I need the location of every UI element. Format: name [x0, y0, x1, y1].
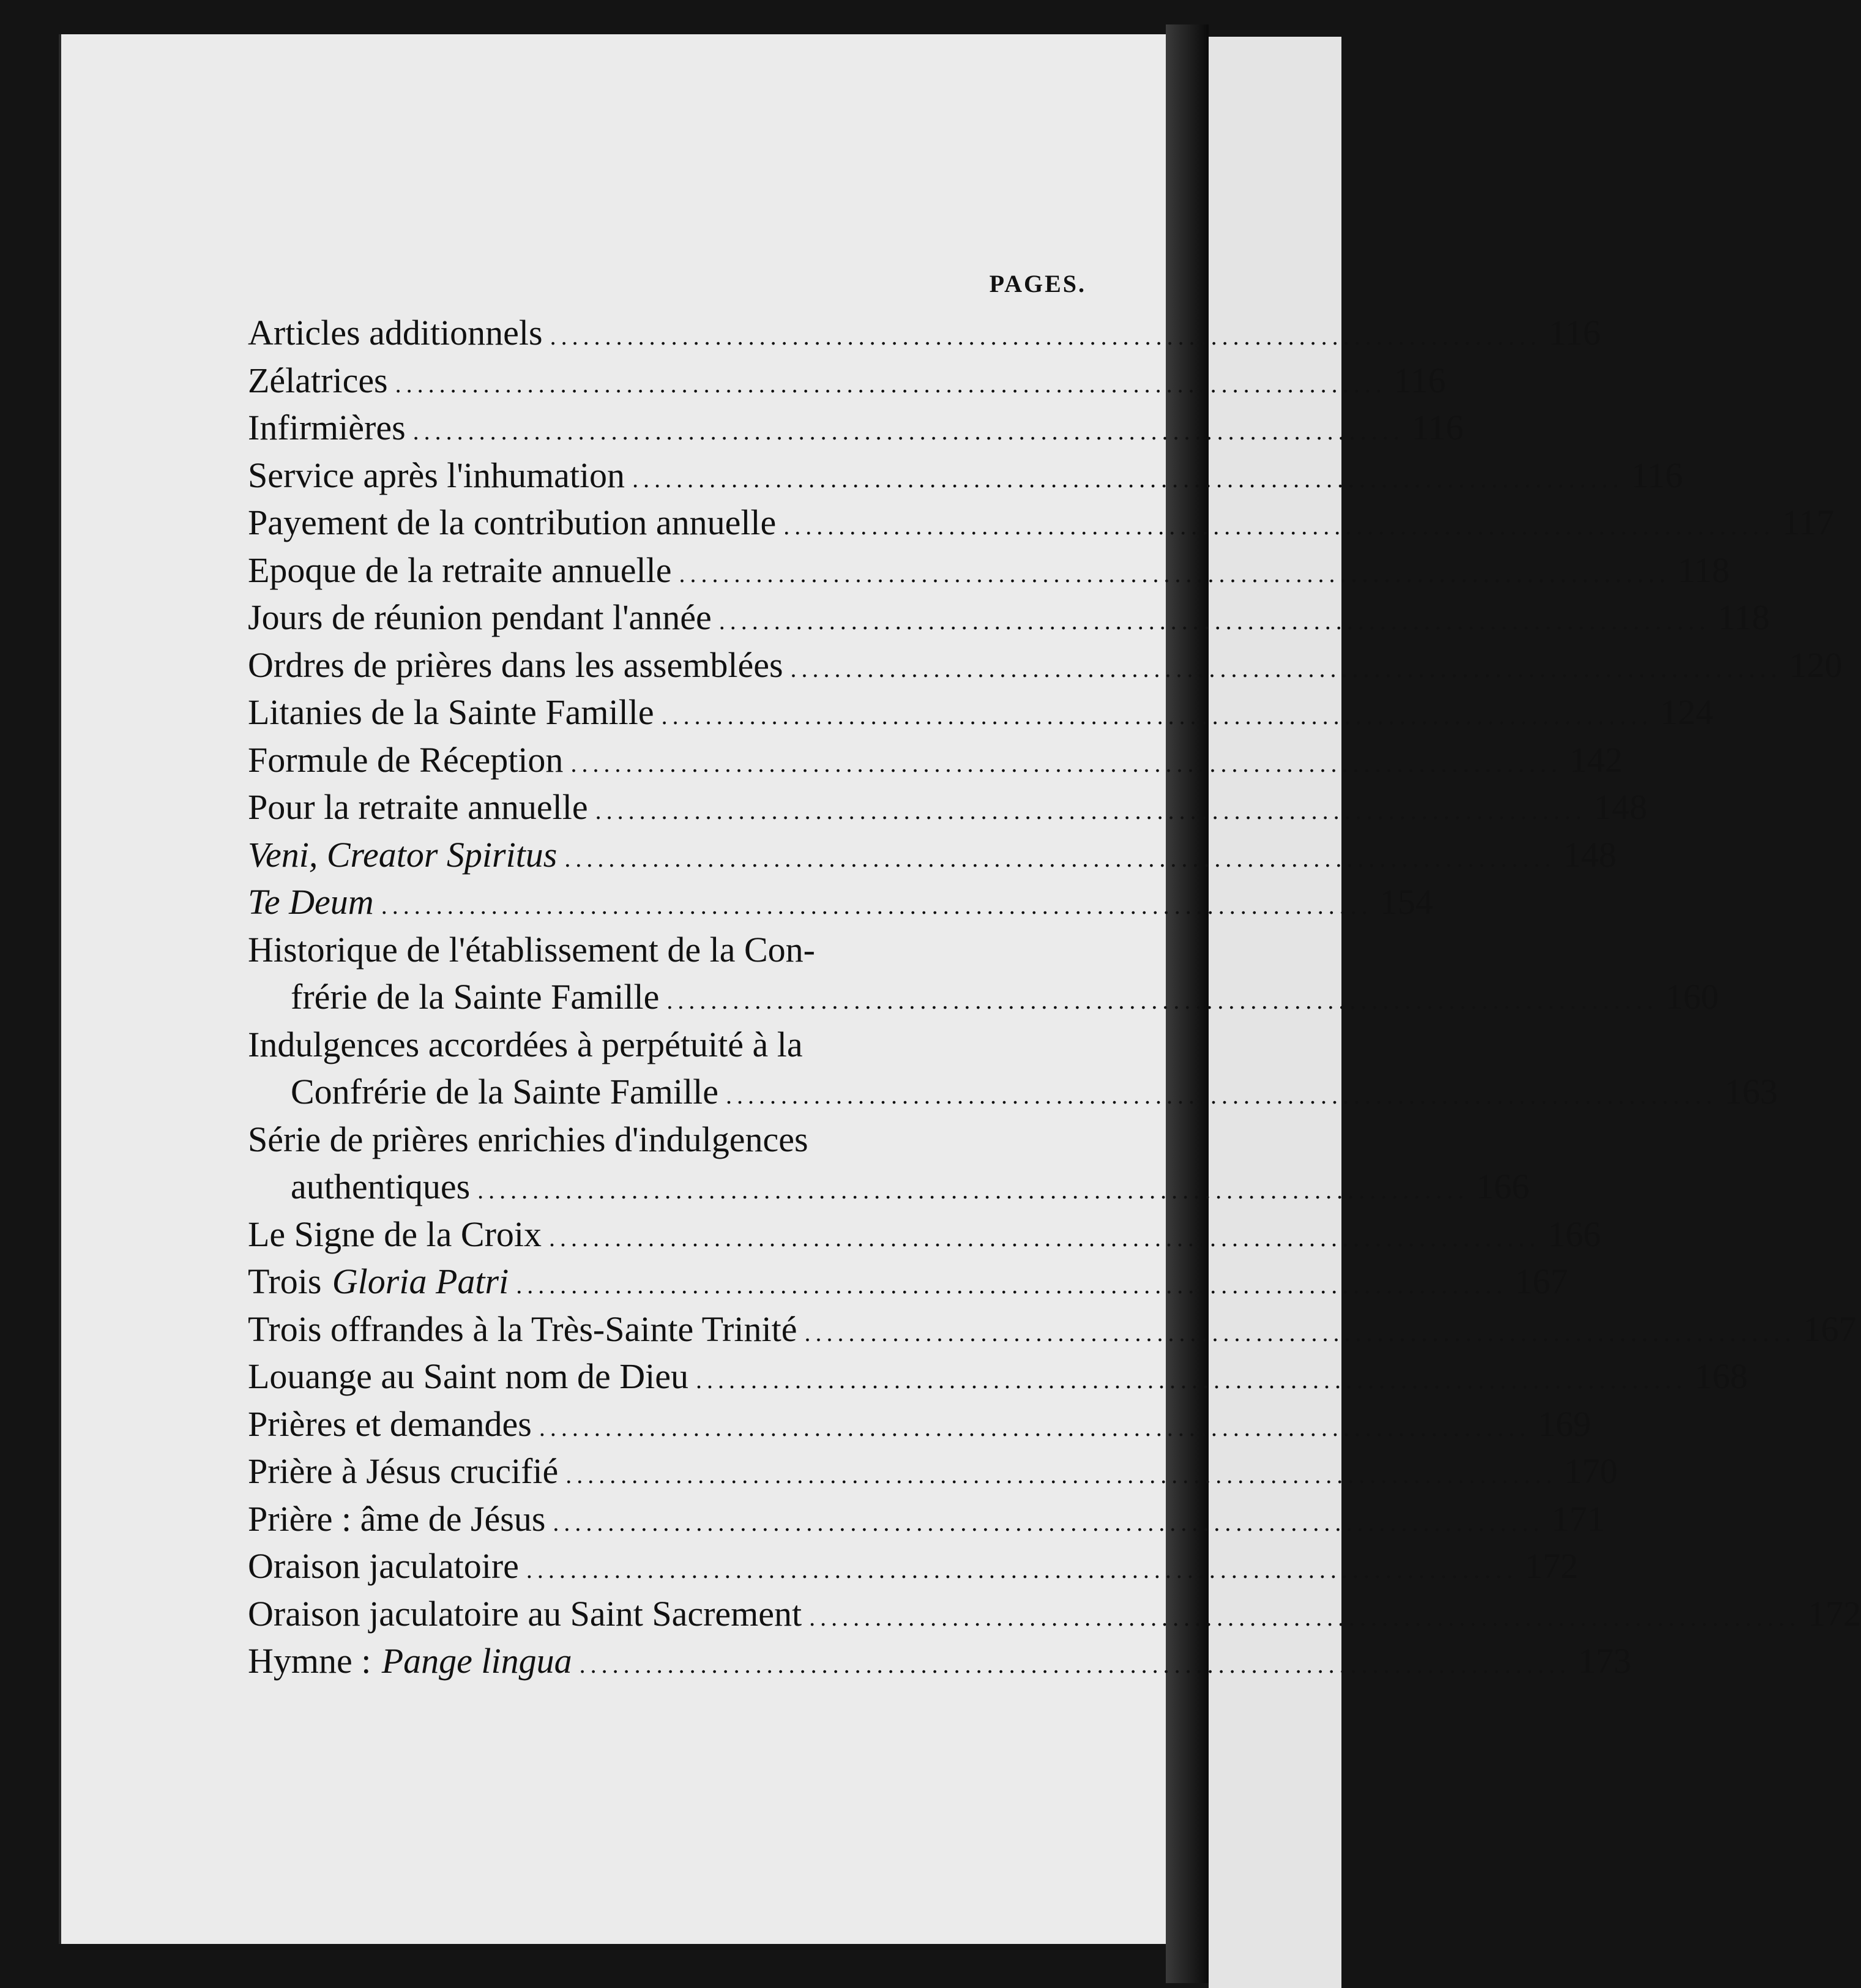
toc-entry-page: 120 [1789, 645, 1843, 685]
toc-entry-title: Prière : âme de Jésus [248, 1498, 546, 1539]
toc-entry [248, 594, 1770, 641]
toc-entry-page: 170 [1564, 1451, 1618, 1491]
toc-entry [248, 1400, 1591, 1448]
toc-entry-title: Ordres de prières dans les assemblées [248, 645, 783, 685]
toc-entry-page: 167 [1515, 1261, 1568, 1301]
leader-dots: .......................................................................................... [595, 797, 1587, 824]
toc-entry-page: 154 [1379, 882, 1433, 922]
leader-dots: .......................................................................................... [570, 749, 1562, 777]
leader-dots: .......................................................................................... [809, 1603, 1801, 1631]
toc-entry [248, 689, 1714, 736]
toc-entry [248, 1542, 1578, 1590]
leader-dots: .......................................................................................... [395, 370, 1387, 398]
toc-entry-title: Historique de l'établissement de la Con- [248, 929, 815, 970]
leader-dots: .......................................................................................... [718, 607, 1710, 635]
toc-entry-title: Série de prières enrichies d'indulgences [248, 1119, 808, 1159]
toc-entry-page: 116 [1548, 313, 1601, 353]
leader-dots: .......................................................................................... [726, 1082, 1718, 1109]
toc-entry-title: Trois offrandes à la Très-Sainte Trinité [248, 1309, 797, 1349]
toc-entry [248, 452, 1683, 499]
toc-entry-page: 163 [1725, 1072, 1778, 1112]
toc-entry-page: 142 [1569, 739, 1623, 780]
leader-dots: .......................................................................................... [550, 323, 1542, 350]
leader-dots: .......................................................................................... [553, 1508, 1545, 1536]
leader-dots: .......................................................................................... [632, 465, 1624, 493]
toc-entry-page: 172 [1808, 1593, 1861, 1634]
toc-entry-title: Epoque de la retraite annuelle [248, 550, 672, 590]
toc-entry [248, 1590, 1861, 1638]
toc-entry-page: 173 [1578, 1641, 1632, 1681]
toc-entry-line1 [248, 1021, 1105, 1069]
leader-dots: .......................................................................................... [526, 1556, 1518, 1583]
toc-entry [248, 878, 1433, 926]
table-of-contents [248, 269, 1861, 1685]
toc-entry-title: Formule de Réception [248, 739, 564, 780]
toc-entry-page: 116 [1393, 360, 1446, 400]
leader-dots: .......................................................................................... [539, 1413, 1531, 1441]
toc-entry-page: 118 [1717, 597, 1770, 637]
leader-dots: .......................................................................................... [477, 1176, 1469, 1204]
toc-entry-title: Jours de réunion pendant l'année [248, 597, 712, 637]
toc-entry [248, 404, 1464, 452]
toc-entry-page: 118 [1677, 550, 1730, 590]
toc-entry [248, 499, 1835, 547]
toc-entry [248, 641, 1843, 689]
toc-entry-title-italic: Pange lingua [381, 1641, 572, 1681]
toc-entry-title: Te Deum [248, 882, 374, 922]
toc-entry-title-prefix: Trois [248, 1261, 322, 1301]
leader-dots: .......................................................................................... [804, 1318, 1796, 1347]
toc-entry-title: Veni, Creator Spiritus [248, 834, 558, 875]
toc-entry-title: Le Signe de la Croix [248, 1214, 542, 1254]
toc-entry-page: 167 [1803, 1309, 1857, 1349]
toc-entry-title: Zélatrices [248, 360, 388, 400]
toc-entry-page: 172 [1524, 1546, 1578, 1586]
toc-entry [248, 831, 1617, 879]
toc-entry [248, 1306, 1857, 1353]
leader-dots: .......................................................................................... [696, 1366, 1687, 1394]
toc-entry [248, 1637, 1632, 1685]
toc-entry-title: Prière à Jésus crucifié [248, 1451, 559, 1491]
toc-entry [248, 547, 1730, 594]
toc-entry-title [248, 1258, 509, 1306]
leader-dots: .......................................................................................... [381, 892, 1373, 919]
toc-entry-page: 124 [1660, 692, 1714, 732]
toc-entry-page: 148 [1563, 834, 1617, 875]
toc-entry-title: Louange au Saint nom de Dieu [248, 1356, 688, 1396]
toc-entry-title: Service après l'inhumation [248, 455, 625, 495]
toc-entry [248, 1068, 1778, 1116]
leader-dots: .......................................................................................... [661, 702, 1653, 730]
toc-entry-page: 168 [1695, 1356, 1748, 1396]
toc-entry-title: Infirmières [248, 408, 406, 447]
toc-entry [248, 1448, 1618, 1495]
toc-entry-line1 [248, 926, 1105, 974]
leader-dots: .......................................................................................... [579, 1651, 1571, 1678]
toc-entry-title-prefix: Hymne : [248, 1641, 371, 1681]
toc-entry [248, 1258, 1568, 1306]
leader-dots: .......................................................................................... [516, 1271, 1508, 1299]
toc-entry [248, 736, 1623, 784]
toc-entry-page: 160 [1665, 977, 1719, 1017]
leader-dots: .......................................................................................... [783, 512, 1775, 540]
toc-entry-page: 171 [1551, 1498, 1605, 1539]
toc-entry-title: Articles additionnels [248, 313, 543, 353]
leader-dots: .......................................................................................... [666, 987, 1658, 1014]
leader-dots: .......................................................................................... [564, 844, 1556, 872]
toc-entry-title [248, 1637, 572, 1685]
toc-entry-title-cont: frérie de la Sainte Famille [291, 977, 660, 1017]
toc-entry-title-italic: Gloria Patri [332, 1261, 509, 1301]
toc-entry [248, 309, 1601, 357]
leader-dots: .......................................................................................... [679, 559, 1671, 588]
toc-entry-title: Prières et demandes [248, 1403, 532, 1444]
toc-entry-page: 116 [1411, 408, 1464, 447]
toc-entry [248, 1353, 1748, 1400]
toc-entry-page: 169 [1537, 1403, 1591, 1444]
toc-entry [248, 1211, 1602, 1258]
toc-entry-title: Payement de la contribution annuelle [248, 503, 777, 542]
toc-entry-page: 166 [1476, 1167, 1530, 1206]
pages-column-header: PAGES. [989, 270, 1086, 297]
toc-entry-title: Oraison jaculatoire [248, 1546, 519, 1586]
toc-entry-page: 117 [1782, 503, 1835, 542]
leader-dots: .......................................................................................... [412, 417, 1404, 445]
toc-entry [248, 1163, 1530, 1211]
toc-entry [248, 1495, 1605, 1543]
toc-entry-title-cont: authentiques [291, 1167, 471, 1206]
toc-entry-title: Litanies de la Sainte Famille [248, 692, 654, 732]
toc-entry-page: 116 [1631, 455, 1683, 495]
toc-entry [248, 357, 1446, 405]
toc-entry-title: Pour la retraite annuelle [248, 787, 588, 827]
toc-entry [248, 973, 1719, 1021]
toc-entry-line1 [248, 1116, 1105, 1164]
leader-dots: .......................................................................................... [790, 654, 1782, 682]
toc-entry-page: 166 [1548, 1214, 1602, 1254]
leader-dots: .......................................................................................... [549, 1224, 1541, 1252]
toc-entry-page: 148 [1594, 787, 1647, 827]
toc-entry-title: Oraison jaculatoire au Saint Sacrement [248, 1593, 802, 1634]
toc-entry-title: Indulgences accordées à perpétuité à la [248, 1024, 803, 1064]
toc-entry [248, 783, 1647, 831]
leader-dots: .......................................................................................... [565, 1461, 1557, 1489]
toc-entry-title-cont: Confrérie de la Sainte Famille [291, 1072, 719, 1112]
